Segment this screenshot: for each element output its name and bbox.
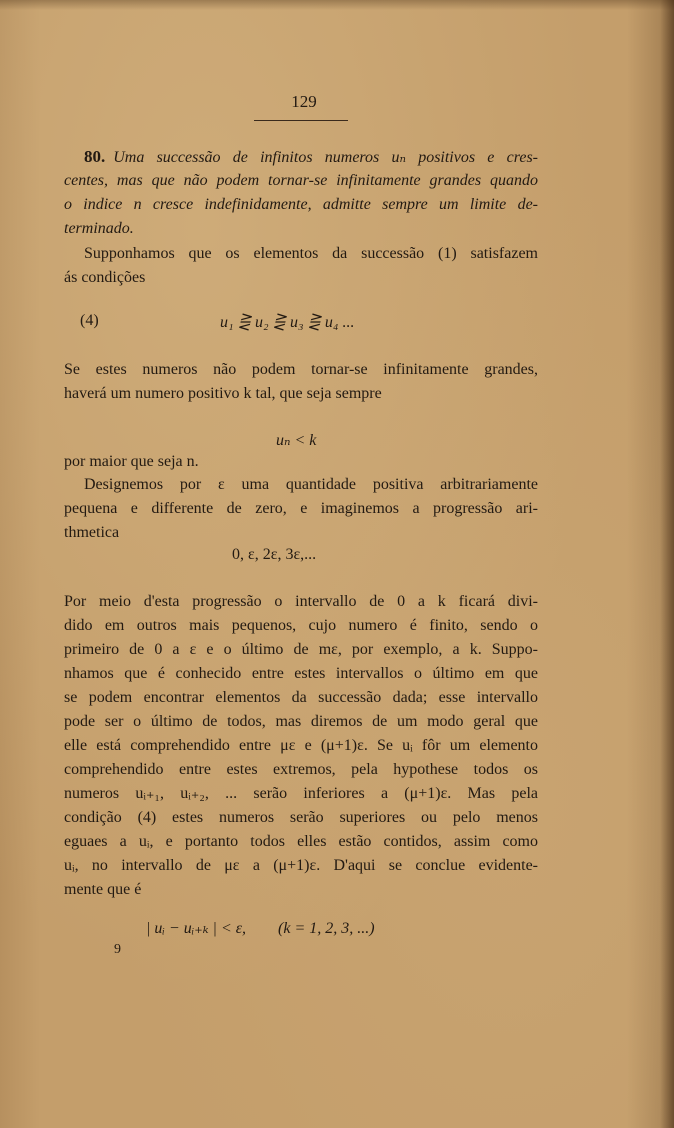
paragraph-line: mente que é (64, 881, 142, 898)
paragraph-line: se podem encontrar elementos da successão dada; esse intervallo (64, 689, 538, 706)
equation-label: (4) (80, 312, 99, 329)
paragraph-line: primeiro de 0 a ε e o último de mε, por exemplo, a k. Suppo- (64, 641, 538, 658)
paragraph-line: Designemos por ε uma quantidade positiva arbitrariamente (84, 476, 538, 493)
signature-number: 9 (114, 942, 121, 957)
paragraph-line: condição (4) estes numeros serão superiores ou pelo menos (64, 809, 538, 826)
paragraph-line: thmetica (64, 524, 120, 541)
page-edge-shadow-top (0, 0, 674, 10)
equation-progression: 0, ε, 2ε, 3ε,... (232, 546, 317, 563)
theorem-line: centes, mas que não podem tornar-se infinitamente grandes quando (64, 172, 538, 189)
paragraph-line: eguaes a uᵢ, e portanto todos elles estão contidos, assim como (64, 833, 538, 850)
paragraph-line: pequena e differente de zero, e imaginemos a progressão ari- (64, 500, 538, 517)
theorem-number: 80. (84, 147, 106, 166)
equation-4: u₁ ⋛ u₂ ⋛ u₃ ⋛ u₄ ... (220, 314, 355, 331)
equation-final: | uᵢ − uᵢ₊ₖ | < ε, (k = 1, 2, 3, ...) (146, 920, 375, 937)
paragraph-line: dido em outros mais pequenos, cujo numero é finito, sendo o (64, 617, 538, 634)
paragraph-line: nhamos que é conhecido entre estes intervallos o último em que (64, 665, 538, 682)
theorem-line: o indice n cresce indefinidamente, admitte sempre um limite de- (64, 196, 538, 213)
equation-bound: uₙ < k (276, 432, 317, 449)
paragraph-line: Se estes numeros não podem tornar-se infinitamente grandes, (64, 361, 538, 378)
page-edge-shadow-right (660, 0, 674, 1128)
paragraph-line: ás condições (64, 269, 146, 286)
header-rule (254, 120, 348, 121)
paragraph-line: elle está comprehendido entre με e (μ+1)ε. Se uᵢ fôr um elemento (64, 737, 538, 754)
paragraph-line: Supponhamos que os elementos da successão (1) satisfazem (84, 245, 538, 262)
paragraph-line: comprehendido entre estes extremos, pela hypothese todos os (64, 761, 538, 778)
paragraph-line: uᵢ, no intervallo de με a (μ+1)ε. D'aqui se conclue evidente- (64, 857, 538, 874)
paragraph-line: numeros uᵢ₊₁, uᵢ₊₂, ... serão inferiores a (μ+1)ε. Mas pela (64, 785, 538, 802)
theorem-line: terminado. (64, 220, 134, 237)
paragraph-line: por maior que seja n. (64, 453, 199, 470)
paragraph-line: haverá um numero positivo k tal, que seja sempre (64, 385, 382, 402)
page-number: 129 (291, 92, 317, 111)
theorem-line: 80. Uma successão de infinitos numeros uₙ positivos e cres- (84, 147, 538, 166)
paragraph-line: pode ser o último de todos, mas diremos de um modo geral que (64, 713, 538, 730)
paragraph-line: Por meio d'esta progressão o intervallo de 0 a k ficará divi- (64, 593, 538, 610)
